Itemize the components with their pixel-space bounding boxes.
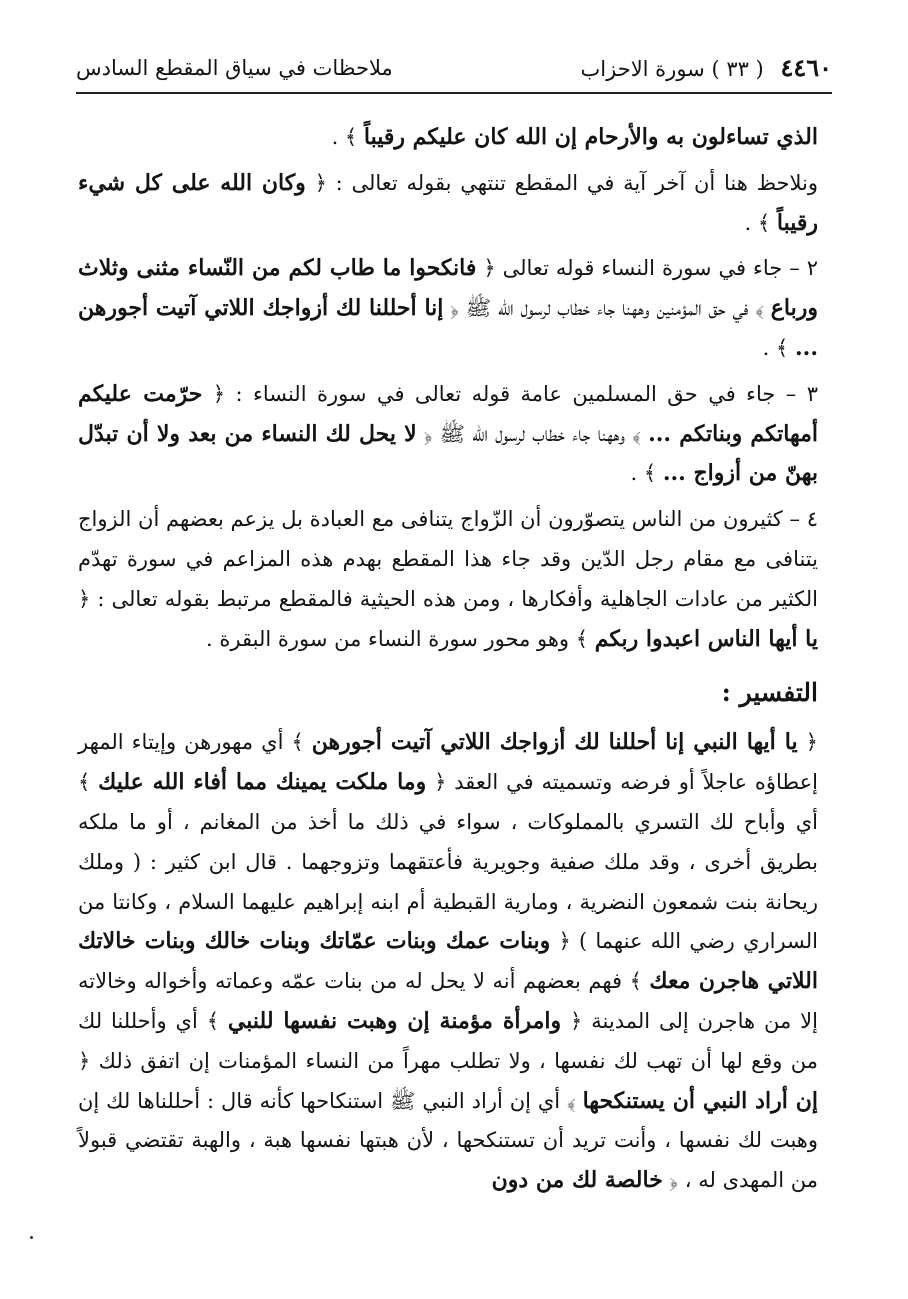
text-segment: ٢ – جاء في سورة النساء قوله تعالى ﴿ [476, 256, 818, 281]
text-segment: ﴾ . [331, 125, 364, 149]
tafsir-section [78, 723, 818, 1201]
quran-quote: فانكحوا ما طاب لكم من النّساء مثنى وثلاث ورباع [78, 255, 818, 322]
notes-section [78, 118, 818, 659]
text-segment: ٣ – جاء في حق المسلمين عامة قوله تعالى في سورة النساء : ﴿ [202, 381, 818, 406]
section-label: ملاحظات في سياق المقطع السادس [76, 56, 393, 80]
text-segment: ﴾ . [762, 335, 796, 360]
quran-quote: يا أيها النبي إنا أحللنا لك أزواجك اللاتي آتيت أجورهن [311, 729, 798, 756]
quran-quote: وبنات عمك وبنات عمّاتك وبنات خالك وبنات خالاتك اللاتي هاجرن معك [78, 928, 819, 995]
page-number: ٤٤٦٠ [780, 53, 832, 82]
quran-quote: حرّمت عليكم أمهاتكم وبناتكم ... [78, 380, 819, 447]
section-title: التفسير : [721, 678, 818, 708]
header-divider [76, 92, 832, 94]
header-right [581, 48, 832, 89]
quran-quote: وامرأة مؤمنة إن وهبت نفسها للنبي [227, 1007, 562, 1034]
text-segment: ﴿ [797, 730, 818, 755]
scan-speck [30, 1236, 33, 1239]
quran-quote: وكان الله على كل شيء رقيباً [78, 169, 818, 236]
text-segment: ﴾ أي مهورهن وإيتاء المهر إعطاؤه عاجلاً أو فرضه وتسميته في العقد ﴿ [78, 730, 818, 795]
text-segment: ﴾ أي وأباح لك التسري بالمملوكات ، سواء في ذلك ما أخذ من المغانم ، أو ما ملكه بطريق أخرى ، وقد ملك صفية وجويرية فأعتقهما وتزوجهما . قال ابن كثير : ( وملك ريحانة بنت شمعون النضرية ، ومارية القبطية أم ابنه إبراهيم عليهما السلام ، وكانتا من السراري رضي الله عنهما ) ﴿ [78, 770, 818, 954]
quran-quote: خالصة لك من دون [491, 1167, 663, 1194]
quran-quote: إن أراد النبي أن يستنكحها [582, 1087, 818, 1114]
text-segment: ﴾ وهو محور سورة النساء من سورة البقرة . [206, 626, 595, 651]
paragraph [78, 249, 818, 368]
paragraph [78, 164, 818, 244]
text-segment: ﴾ أي إن أراد النبي ﷺ استنكاحها كأنه قال : أحللناها لك إن وهبت لك نفسها ، وأنت تريد أن تستنكحها ، لأن هبتها نفسها هبة ، والهبة تقتضي قبولاً من المهدى له ، ﴿ [78, 1088, 818, 1193]
quran-quote: الذي تساءلون به والأرحام إن الله كان عليكم رقيباً [363, 124, 818, 150]
text-segment: ونلاحظ هنا أن آخر آية في المقطع تنتهي بقوله تعالى : ﴿ [305, 170, 818, 195]
text-segment: ﴾ . [744, 210, 777, 235]
text-segment: ﴾ أي وأحللنا لك من وقع لها أن تهب لك نفسها ، ولا تطلب مهراً من النساء المؤمنات إن اتفق ذلك ﴿ [78, 1008, 818, 1073]
quran-quote: وما ملكت يمينك مما أفاء الله عليك [98, 769, 427, 796]
surah-label: ( ٣٣ ) سورة الاحزاب [580, 57, 764, 81]
paragraph [78, 723, 818, 1201]
page-body [78, 118, 818, 1207]
text-segment: ٤ – كثيرون من الناس يتصوّرون أن الزّواج يتنافى مع العبادة بل يزعم بعضهم أن الزواج يتنافى مع مقام رجل الدّين وقد جاء هذا المقطع بهدم هذه المزاعم في سورة تهدّم الكثير من عادات الجاهلية وأفكارها ، ومن هذه الحيثية فالمقطع مرتبط بقوله تعالى : ﴿ [78, 507, 818, 611]
quran-quote: لا يحل لك النساء من بعد ولا أن تبدّل بهنّ من أزواج ... [78, 420, 818, 487]
paragraph [78, 375, 818, 494]
text-segment: ﴾ فهم بعضهم أنه لا يحل له من بنات عمّه وعماته وأخواله وخالاته إلا من هاجرن إلى المدينة ﴿ [78, 969, 818, 1033]
paragraph [78, 118, 818, 158]
text-segment: ﴾ في حق المؤمنين وههنا جاء خطاب لرسول الله ﷺ ﴿ [443, 296, 771, 321]
quran-quote: يا أيها الناس اعبدوا ربكم [594, 625, 818, 652]
paragraph [78, 500, 818, 659]
page-header [76, 48, 832, 88]
quran-quote: إنا أحللنا لك أزواجك اللاتي آتيت أجورهن ... [78, 295, 818, 361]
text-segment: ﴾ وههنا جاء خطاب لرسول الله ﷺ ﴿ [416, 421, 649, 446]
text-segment: ﴾ . [630, 461, 663, 486]
